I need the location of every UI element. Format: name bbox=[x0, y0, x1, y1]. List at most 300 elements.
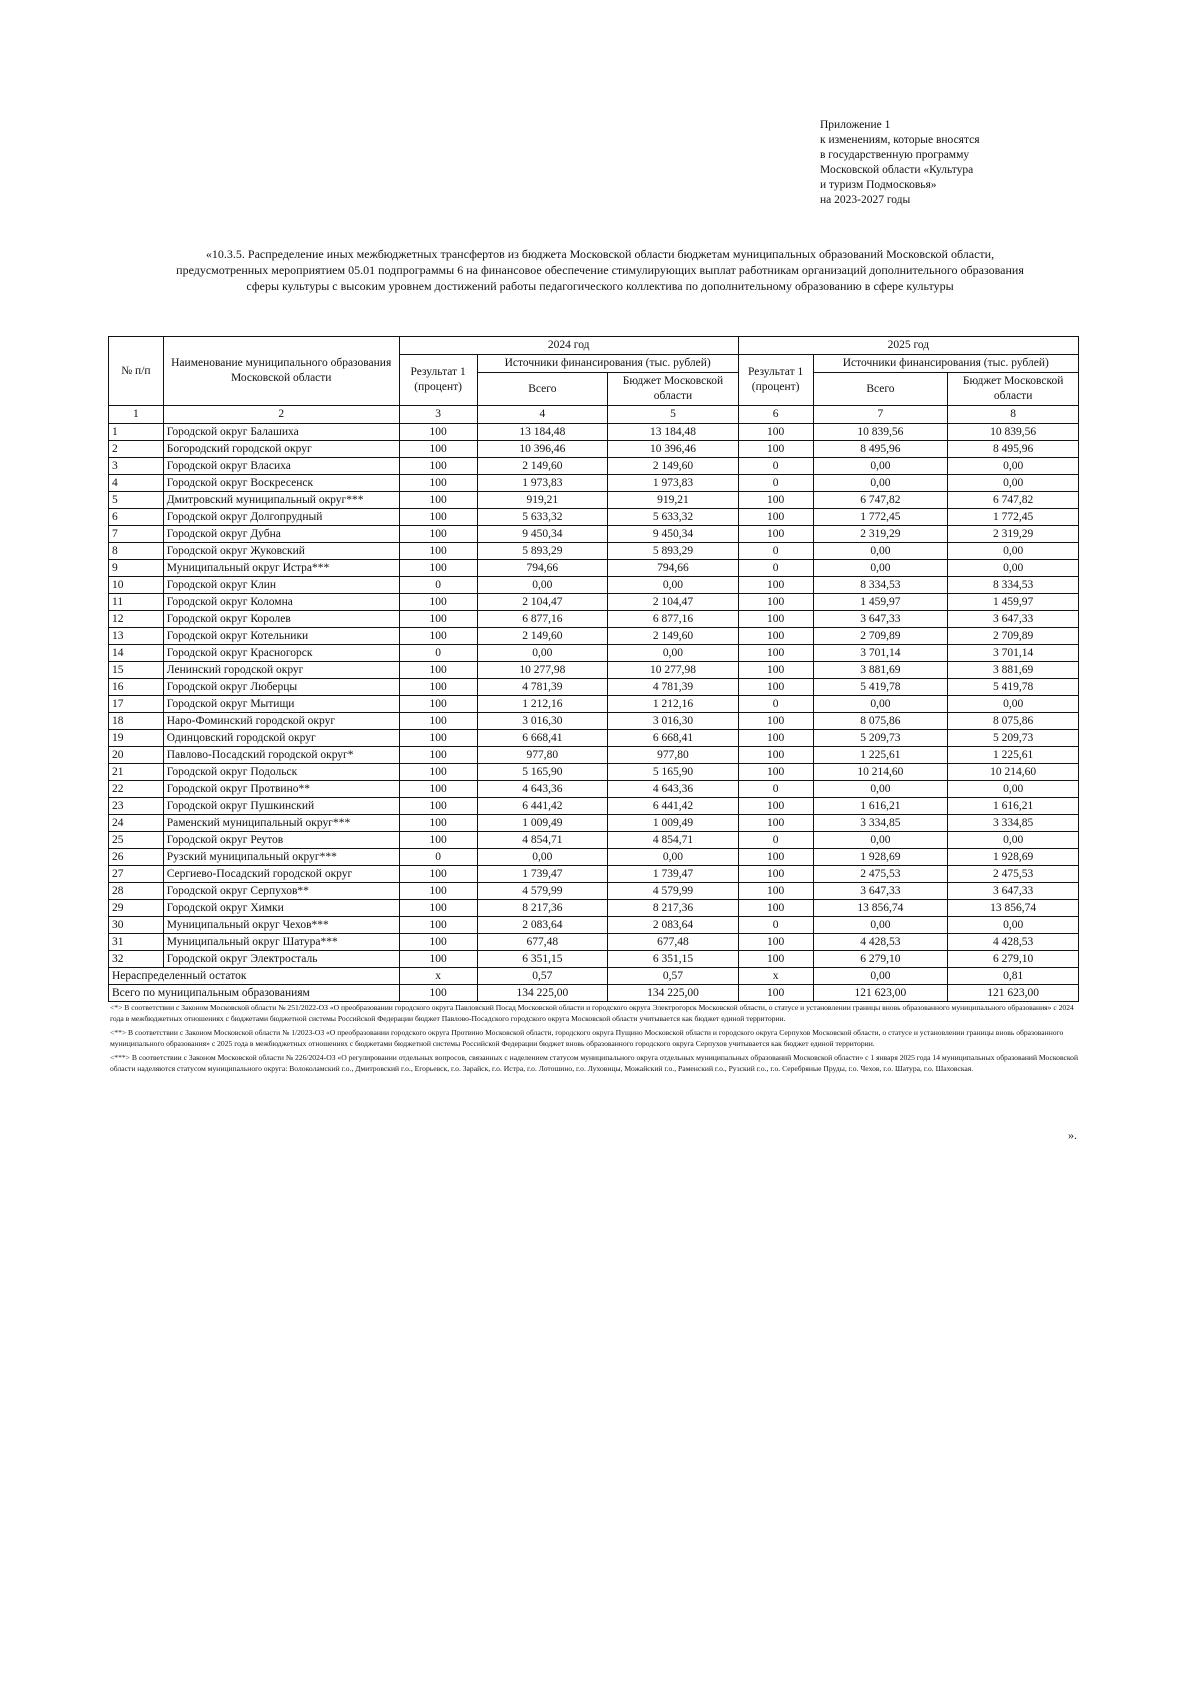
remainder-cell: 0,57 bbox=[608, 968, 739, 985]
result-2025-cell: 100 bbox=[738, 900, 813, 917]
table-body bbox=[109, 424, 1079, 968]
total-2024-cell: 4 854,71 bbox=[477, 832, 608, 849]
budget-2025-cell: 3 701,14 bbox=[948, 645, 1079, 662]
remainder-cell: 0,57 bbox=[477, 968, 608, 985]
result-2024-cell: 100 bbox=[399, 696, 477, 713]
result-2024-cell: 100 bbox=[399, 679, 477, 696]
total-2024-cell: 2 104,47 bbox=[477, 594, 608, 611]
budget-2025-cell: 5 419,78 bbox=[948, 679, 1079, 696]
total-2025-cell: 2 475,53 bbox=[813, 866, 948, 883]
header-year-2024: 2024 год bbox=[399, 337, 738, 355]
budget-2025-cell: 10 839,56 bbox=[948, 424, 1079, 441]
budget-2025-cell: 4 428,53 bbox=[948, 934, 1079, 951]
heading-line: «10.3.5. Распределение иных межбюджетных трансфертов из бюджета Московской области бюджетам муниципальных образований Московской области, bbox=[205, 247, 995, 261]
budget-2025-cell: 8 075,86 bbox=[948, 713, 1079, 730]
budget-2025-cell: 0,00 bbox=[948, 475, 1079, 492]
total-2025-cell: 1 616,21 bbox=[813, 798, 948, 815]
budget-2024-cell: 1 009,49 bbox=[608, 815, 739, 832]
municipality-name-cell: Рузский муниципальный округ*** bbox=[163, 849, 399, 866]
remainder-row bbox=[109, 968, 1079, 985]
budget-2025-cell: 3 647,33 bbox=[948, 883, 1079, 900]
total-2024-cell: 919,21 bbox=[477, 492, 608, 509]
total-2024-cell: 10 396,46 bbox=[477, 441, 608, 458]
total-2025-cell: 1 928,69 bbox=[813, 849, 948, 866]
municipality-name-cell: Городской округ Долгопрудный bbox=[163, 509, 399, 526]
table-row bbox=[109, 560, 1079, 577]
appendix-line: и туризм Подмосковья» bbox=[820, 179, 937, 191]
result-2025-cell: 100 bbox=[738, 645, 813, 662]
result-2025-cell: 0 bbox=[738, 781, 813, 798]
result-2025-cell: 0 bbox=[738, 832, 813, 849]
document-heading bbox=[110, 246, 1090, 294]
budget-2024-cell: 5 633,32 bbox=[608, 509, 739, 526]
table-row bbox=[109, 934, 1079, 951]
row-number-cell: 2 bbox=[109, 441, 164, 458]
row-number-cell: 21 bbox=[109, 764, 164, 781]
total-2025-cell: 0,00 bbox=[813, 475, 948, 492]
column-number-row bbox=[109, 406, 1079, 424]
result-2024-cell: 100 bbox=[399, 475, 477, 492]
totals-label: Всего по муниципальным образованиям bbox=[109, 985, 400, 1002]
result-2025-cell: 100 bbox=[738, 594, 813, 611]
result-2025-cell: 100 bbox=[738, 866, 813, 883]
column-number: 2 bbox=[163, 406, 399, 424]
result-2025-cell: 0 bbox=[738, 917, 813, 934]
total-2025-cell: 8 334,53 bbox=[813, 577, 948, 594]
total-2024-cell: 2 149,60 bbox=[477, 458, 608, 475]
municipality-name-cell: Наро-Фоминский городской округ bbox=[163, 713, 399, 730]
budget-2024-cell: 0,00 bbox=[608, 645, 739, 662]
budget-2024-cell: 6 877,16 bbox=[608, 611, 739, 628]
budget-2024-cell: 919,21 bbox=[608, 492, 739, 509]
total-2025-cell: 13 856,74 bbox=[813, 900, 948, 917]
budget-2025-cell: 0,00 bbox=[948, 543, 1079, 560]
total-2025-cell: 6 279,10 bbox=[813, 951, 948, 968]
result-2024-cell: 100 bbox=[399, 543, 477, 560]
budget-2025-cell: 3 881,69 bbox=[948, 662, 1079, 679]
table-row bbox=[109, 594, 1079, 611]
table-row bbox=[109, 866, 1079, 883]
result-2025-cell: 100 bbox=[738, 934, 813, 951]
total-2025-cell: 5 209,73 bbox=[813, 730, 948, 747]
budget-2024-cell: 4 579,99 bbox=[608, 883, 739, 900]
row-number-cell: 12 bbox=[109, 611, 164, 628]
budget-2024-cell: 13 184,48 bbox=[608, 424, 739, 441]
total-2024-cell: 677,48 bbox=[477, 934, 608, 951]
municipality-name-cell: Раменский муниципальный округ*** bbox=[163, 815, 399, 832]
row-number-cell: 24 bbox=[109, 815, 164, 832]
table-row bbox=[109, 815, 1079, 832]
total-2024-cell: 4 781,39 bbox=[477, 679, 608, 696]
row-number-cell: 31 bbox=[109, 934, 164, 951]
total-2025-cell: 3 334,85 bbox=[813, 815, 948, 832]
budget-2025-cell: 1 928,69 bbox=[948, 849, 1079, 866]
result-2025-cell: 100 bbox=[738, 815, 813, 832]
result-2025-cell: 0 bbox=[738, 475, 813, 492]
budget-2025-cell: 8 495,96 bbox=[948, 441, 1079, 458]
result-2025-cell: 100 bbox=[738, 883, 813, 900]
total-2025-cell: 8 495,96 bbox=[813, 441, 948, 458]
result-2025-cell: 100 bbox=[738, 662, 813, 679]
row-number-cell: 32 bbox=[109, 951, 164, 968]
municipality-name-cell: Городской округ Люберцы bbox=[163, 679, 399, 696]
total-2025-cell: 10 214,60 bbox=[813, 764, 948, 781]
footnotes bbox=[110, 1002, 1085, 1077]
result-2025-cell: 100 bbox=[738, 611, 813, 628]
result-2025-cell: 100 bbox=[738, 713, 813, 730]
result-2024-cell: 100 bbox=[399, 628, 477, 645]
table-row bbox=[109, 798, 1079, 815]
table-row bbox=[109, 713, 1079, 730]
table-row bbox=[109, 645, 1079, 662]
distribution-table-wrapper bbox=[108, 336, 1079, 1002]
row-number-cell: 14 bbox=[109, 645, 164, 662]
header-result-2025: Результат 1 (процент) bbox=[738, 355, 813, 406]
total-2024-cell: 0,00 bbox=[477, 849, 608, 866]
header-num: № п/п bbox=[109, 337, 164, 406]
row-number-cell: 3 bbox=[109, 458, 164, 475]
municipality-name-cell: Городской округ Коломна bbox=[163, 594, 399, 611]
budget-2024-cell: 677,48 bbox=[608, 934, 739, 951]
table-row bbox=[109, 696, 1079, 713]
result-2024-cell: 100 bbox=[399, 917, 477, 934]
budget-2024-cell: 8 217,36 bbox=[608, 900, 739, 917]
total-2024-cell: 1 212,16 bbox=[477, 696, 608, 713]
totals-cell: 134 225,00 bbox=[477, 985, 608, 1002]
header-year-2025: 2025 год bbox=[738, 337, 1078, 355]
result-2025-cell: 100 bbox=[738, 509, 813, 526]
result-2025-cell: 100 bbox=[738, 951, 813, 968]
table-row bbox=[109, 475, 1079, 492]
appendix-line: в государственную программу bbox=[820, 149, 970, 161]
table-row bbox=[109, 900, 1079, 917]
budget-2024-cell: 977,80 bbox=[608, 747, 739, 764]
row-number-cell: 1 bbox=[109, 424, 164, 441]
budget-2024-cell: 9 450,34 bbox=[608, 526, 739, 543]
row-number-cell: 11 bbox=[109, 594, 164, 611]
header-budget-2025: Бюджет Московской области bbox=[948, 373, 1079, 406]
header-name: Наименование муниципального образования Московской области bbox=[163, 337, 399, 406]
municipality-name-cell: Городской округ Протвино** bbox=[163, 781, 399, 798]
row-number-cell: 7 bbox=[109, 526, 164, 543]
closing-quote: ». bbox=[1068, 1128, 1077, 1142]
result-2024-cell: 100 bbox=[399, 458, 477, 475]
municipality-name-cell: Дмитровский муниципальный округ*** bbox=[163, 492, 399, 509]
total-2025-cell: 2 709,89 bbox=[813, 628, 948, 645]
header-budget-2024: Бюджет Московской области bbox=[608, 373, 739, 406]
row-number-cell: 26 bbox=[109, 849, 164, 866]
budget-2025-cell: 0,00 bbox=[948, 696, 1079, 713]
table-row bbox=[109, 492, 1079, 509]
result-2025-cell: 100 bbox=[738, 577, 813, 594]
budget-2024-cell: 0,00 bbox=[608, 577, 739, 594]
total-2025-cell: 3 647,33 bbox=[813, 883, 948, 900]
budget-2024-cell: 4 781,39 bbox=[608, 679, 739, 696]
table-row bbox=[109, 679, 1079, 696]
row-number-cell: 8 bbox=[109, 543, 164, 560]
municipality-name-cell: Сергиево-Посадский городской округ bbox=[163, 866, 399, 883]
remainder-cell: x bbox=[399, 968, 477, 985]
result-2024-cell: 100 bbox=[399, 424, 477, 441]
totals-row bbox=[109, 985, 1079, 1002]
budget-2025-cell: 0,00 bbox=[948, 458, 1079, 475]
result-2024-cell: 100 bbox=[399, 492, 477, 509]
budget-2024-cell: 6 668,41 bbox=[608, 730, 739, 747]
total-2024-cell: 3 016,30 bbox=[477, 713, 608, 730]
result-2024-cell: 100 bbox=[399, 560, 477, 577]
row-number-cell: 13 bbox=[109, 628, 164, 645]
budget-2024-cell: 3 016,30 bbox=[608, 713, 739, 730]
total-2024-cell: 1 973,83 bbox=[477, 475, 608, 492]
total-2024-cell: 10 277,98 bbox=[477, 662, 608, 679]
municipality-name-cell: Павлово-Посадский городской округ* bbox=[163, 747, 399, 764]
result-2024-cell: 100 bbox=[399, 798, 477, 815]
table-row bbox=[109, 849, 1079, 866]
total-2025-cell: 8 075,86 bbox=[813, 713, 948, 730]
result-2024-cell: 0 bbox=[399, 645, 477, 662]
municipality-name-cell: Городской округ Клин bbox=[163, 577, 399, 594]
row-number-cell: 9 bbox=[109, 560, 164, 577]
total-2024-cell: 6 877,16 bbox=[477, 611, 608, 628]
header-total-2025: Всего bbox=[813, 373, 948, 406]
column-number: 3 bbox=[399, 406, 477, 424]
total-2024-cell: 8 217,36 bbox=[477, 900, 608, 917]
result-2024-cell: 100 bbox=[399, 900, 477, 917]
appendix-line: Приложение 1 bbox=[820, 119, 891, 131]
row-number-cell: 20 bbox=[109, 747, 164, 764]
result-2024-cell: 100 bbox=[399, 730, 477, 747]
total-2025-cell: 5 419,78 bbox=[813, 679, 948, 696]
budget-2025-cell: 13 856,74 bbox=[948, 900, 1079, 917]
budget-2025-cell: 5 209,73 bbox=[948, 730, 1079, 747]
municipality-name-cell: Городской округ Жуковский bbox=[163, 543, 399, 560]
result-2024-cell: 100 bbox=[399, 764, 477, 781]
header-sources-2025: Источники финансирования (тыс. рублей) bbox=[813, 355, 1078, 373]
result-2025-cell: 100 bbox=[738, 679, 813, 696]
header-sources-2024: Источники финансирования (тыс. рублей) bbox=[477, 355, 738, 373]
municipality-name-cell: Городской округ Власиха bbox=[163, 458, 399, 475]
budget-2025-cell: 2 319,29 bbox=[948, 526, 1079, 543]
result-2025-cell: 100 bbox=[738, 849, 813, 866]
budget-2025-cell: 8 334,53 bbox=[948, 577, 1079, 594]
result-2024-cell: 100 bbox=[399, 951, 477, 968]
table-row bbox=[109, 832, 1079, 849]
budget-2024-cell: 6 351,15 bbox=[608, 951, 739, 968]
table-row bbox=[109, 543, 1079, 560]
result-2024-cell: 100 bbox=[399, 866, 477, 883]
result-2025-cell: 100 bbox=[738, 747, 813, 764]
result-2024-cell: 100 bbox=[399, 441, 477, 458]
result-2025-cell: 100 bbox=[738, 798, 813, 815]
row-number-cell: 28 bbox=[109, 883, 164, 900]
total-2024-cell: 5 165,90 bbox=[477, 764, 608, 781]
header-result-2024: Результат 1 (процент) bbox=[399, 355, 477, 406]
total-2025-cell: 0,00 bbox=[813, 917, 948, 934]
budget-2025-cell: 0,00 bbox=[948, 781, 1079, 798]
budget-2024-cell: 5 165,90 bbox=[608, 764, 739, 781]
row-number-cell: 17 bbox=[109, 696, 164, 713]
result-2024-cell: 100 bbox=[399, 781, 477, 798]
budget-2025-cell: 3 647,33 bbox=[948, 611, 1079, 628]
row-number-cell: 25 bbox=[109, 832, 164, 849]
remainder-label: Нераспределенный остаток bbox=[109, 968, 400, 985]
table-row bbox=[109, 917, 1079, 934]
total-2025-cell: 0,00 bbox=[813, 696, 948, 713]
heading-line: сферы культуры с высоким уровнем достижений работы педагогического коллектива по дополнительному образованию в сфере культуры bbox=[246, 279, 954, 293]
row-number-cell: 18 bbox=[109, 713, 164, 730]
budget-2025-cell: 6 747,82 bbox=[948, 492, 1079, 509]
row-number-cell: 6 bbox=[109, 509, 164, 526]
row-number-cell: 23 bbox=[109, 798, 164, 815]
row-number-cell: 22 bbox=[109, 781, 164, 798]
result-2024-cell: 0 bbox=[399, 849, 477, 866]
column-number: 8 bbox=[948, 406, 1079, 424]
total-2024-cell: 6 668,41 bbox=[477, 730, 608, 747]
total-2025-cell: 0,00 bbox=[813, 458, 948, 475]
total-2024-cell: 4 579,99 bbox=[477, 883, 608, 900]
result-2025-cell: 0 bbox=[738, 560, 813, 577]
budget-2025-cell: 0,00 bbox=[948, 832, 1079, 849]
footnote: <***> В соответствии с Законом Московской области № 226/2024-ОЗ «О регулировании отдельных вопросов, связанных с наделением статусом муниципального округа отдельных муниципальных образований Московской области» с 1 января 2025 года 14 муниципальных образований Московской области наделяются статусом муниципального округа: Волоколамский г.о., Дмитровский г.о., Егорьевск, г.о. Зарайск, г.о. Истра, г.о. Лотошино, г.о. Луховицы, Можайский г.о., Раменский г.о., Рузский г.о., г.о. Серебряные Пруды, г.о. Чехов, г.о. Шатура, г.о. Шаховская. bbox=[110, 1053, 1079, 1073]
result-2024-cell: 100 bbox=[399, 662, 477, 679]
municipality-name-cell: Городской округ Красногорск bbox=[163, 645, 399, 662]
totals-cell: 121 623,00 bbox=[813, 985, 948, 1002]
table-row bbox=[109, 526, 1079, 543]
municipality-name-cell: Городской округ Электросталь bbox=[163, 951, 399, 968]
total-2025-cell: 10 839,56 bbox=[813, 424, 948, 441]
budget-2024-cell: 4 643,36 bbox=[608, 781, 739, 798]
result-2025-cell: 100 bbox=[738, 441, 813, 458]
result-2024-cell: 100 bbox=[399, 934, 477, 951]
budget-2025-cell: 1 225,61 bbox=[948, 747, 1079, 764]
total-2025-cell: 1 772,45 bbox=[813, 509, 948, 526]
result-2025-cell: 0 bbox=[738, 696, 813, 713]
result-2024-cell: 100 bbox=[399, 594, 477, 611]
result-2025-cell: 0 bbox=[738, 458, 813, 475]
municipality-name-cell: Муниципальный округ Истра*** bbox=[163, 560, 399, 577]
result-2024-cell: 100 bbox=[399, 509, 477, 526]
result-2024-cell: 100 bbox=[399, 815, 477, 832]
budget-2025-cell: 0,00 bbox=[948, 560, 1079, 577]
total-2024-cell: 13 184,48 bbox=[477, 424, 608, 441]
budget-2025-cell: 2 475,53 bbox=[948, 866, 1079, 883]
appendix-line: Московской области «Культура bbox=[820, 164, 974, 176]
budget-2024-cell: 1 973,83 bbox=[608, 475, 739, 492]
municipality-name-cell: Городской округ Подольск bbox=[163, 764, 399, 781]
municipality-name-cell: Городской округ Балашиха bbox=[163, 424, 399, 441]
total-2024-cell: 1 739,47 bbox=[477, 866, 608, 883]
municipality-name-cell: Ленинский городской округ bbox=[163, 662, 399, 679]
totals-cell: 100 bbox=[399, 985, 477, 1002]
result-2024-cell: 100 bbox=[399, 883, 477, 900]
budget-2024-cell: 2 149,60 bbox=[608, 458, 739, 475]
result-2024-cell: 100 bbox=[399, 832, 477, 849]
result-2024-cell: 0 bbox=[399, 577, 477, 594]
budget-2024-cell: 5 893,29 bbox=[608, 543, 739, 560]
municipality-name-cell: Городской округ Мытищи bbox=[163, 696, 399, 713]
table-row bbox=[109, 747, 1079, 764]
heading-line: предусмотренных мероприятием 05.01 подпрограммы 6 на финансовое обеспечение стимулирующих выплат работникам организаций дополнительного образования bbox=[176, 263, 1024, 277]
total-2025-cell: 3 881,69 bbox=[813, 662, 948, 679]
column-number: 7 bbox=[813, 406, 948, 424]
total-2025-cell: 0,00 bbox=[813, 832, 948, 849]
municipality-name-cell: Городской округ Химки bbox=[163, 900, 399, 917]
budget-2024-cell: 2 104,47 bbox=[608, 594, 739, 611]
budget-2024-cell: 4 854,71 bbox=[608, 832, 739, 849]
total-2024-cell: 1 009,49 bbox=[477, 815, 608, 832]
municipality-name-cell: Городской округ Королев bbox=[163, 611, 399, 628]
row-number-cell: 5 bbox=[109, 492, 164, 509]
budget-2024-cell: 10 396,46 bbox=[608, 441, 739, 458]
row-number-cell: 27 bbox=[109, 866, 164, 883]
budget-2025-cell: 3 334,85 bbox=[948, 815, 1079, 832]
table-row bbox=[109, 781, 1079, 798]
budget-2025-cell: 10 214,60 bbox=[948, 764, 1079, 781]
total-2024-cell: 5 893,29 bbox=[477, 543, 608, 560]
column-number: 1 bbox=[109, 406, 164, 424]
total-2024-cell: 4 643,36 bbox=[477, 781, 608, 798]
table-row bbox=[109, 458, 1079, 475]
total-2025-cell: 1 459,97 bbox=[813, 594, 948, 611]
budget-2025-cell: 2 709,89 bbox=[948, 628, 1079, 645]
column-number: 4 bbox=[477, 406, 608, 424]
appendix-line: к изменениям, которые вносятся bbox=[820, 134, 980, 146]
budget-2024-cell: 0,00 bbox=[608, 849, 739, 866]
budget-2025-cell: 1 772,45 bbox=[948, 509, 1079, 526]
budget-2024-cell: 2 083,64 bbox=[608, 917, 739, 934]
appendix-block bbox=[820, 118, 1120, 208]
distribution-table bbox=[108, 336, 1079, 1002]
total-2025-cell: 0,00 bbox=[813, 543, 948, 560]
total-2025-cell: 1 225,61 bbox=[813, 747, 948, 764]
result-2025-cell: 100 bbox=[738, 492, 813, 509]
budget-2024-cell: 6 441,42 bbox=[608, 798, 739, 815]
budget-2024-cell: 2 149,60 bbox=[608, 628, 739, 645]
footnote: <*> В соответствии с Законом Московской области № 251/2022-ОЗ «О преобразовании городского округа Павловский Посад Московской области и городского округа Электрогорск Московской области, о статусе и установлении границы вновь образованного муниципального образования» с 2024 года в межбюджетных отношениях с бюджетами бюджетной системы Российской Федерации бюджет Павлово-Посадского городского округа Московской области учитывается как бюджет единой территории. bbox=[110, 1003, 1074, 1023]
result-2024-cell: 100 bbox=[399, 526, 477, 543]
result-2025-cell: 100 bbox=[738, 424, 813, 441]
total-2024-cell: 6 441,42 bbox=[477, 798, 608, 815]
budget-2024-cell: 1 739,47 bbox=[608, 866, 739, 883]
result-2024-cell: 100 bbox=[399, 611, 477, 628]
result-2025-cell: 0 bbox=[738, 543, 813, 560]
municipality-name-cell: Богородский городской округ bbox=[163, 441, 399, 458]
budget-2025-cell: 6 279,10 bbox=[948, 951, 1079, 968]
budget-2025-cell: 0,00 bbox=[948, 917, 1079, 934]
total-2024-cell: 2 149,60 bbox=[477, 628, 608, 645]
table-row bbox=[109, 441, 1079, 458]
header-total-2024: Всего bbox=[477, 373, 608, 406]
total-2024-cell: 6 351,15 bbox=[477, 951, 608, 968]
row-number-cell: 29 bbox=[109, 900, 164, 917]
row-number-cell: 16 bbox=[109, 679, 164, 696]
total-2024-cell: 9 450,34 bbox=[477, 526, 608, 543]
total-2025-cell: 0,00 bbox=[813, 560, 948, 577]
result-2024-cell: 100 bbox=[399, 747, 477, 764]
table-row bbox=[109, 628, 1079, 645]
total-2025-cell: 4 428,53 bbox=[813, 934, 948, 951]
result-2024-cell: 100 bbox=[399, 713, 477, 730]
row-number-cell: 15 bbox=[109, 662, 164, 679]
total-2024-cell: 977,80 bbox=[477, 747, 608, 764]
municipality-name-cell: Городской округ Пушкинский bbox=[163, 798, 399, 815]
result-2025-cell: 100 bbox=[738, 628, 813, 645]
total-2025-cell: 3 701,14 bbox=[813, 645, 948, 662]
municipality-name-cell: Одинцовский городской округ bbox=[163, 730, 399, 747]
table-row bbox=[109, 883, 1079, 900]
result-2025-cell: 100 bbox=[738, 526, 813, 543]
remainder-cell: 0,81 bbox=[948, 968, 1079, 985]
